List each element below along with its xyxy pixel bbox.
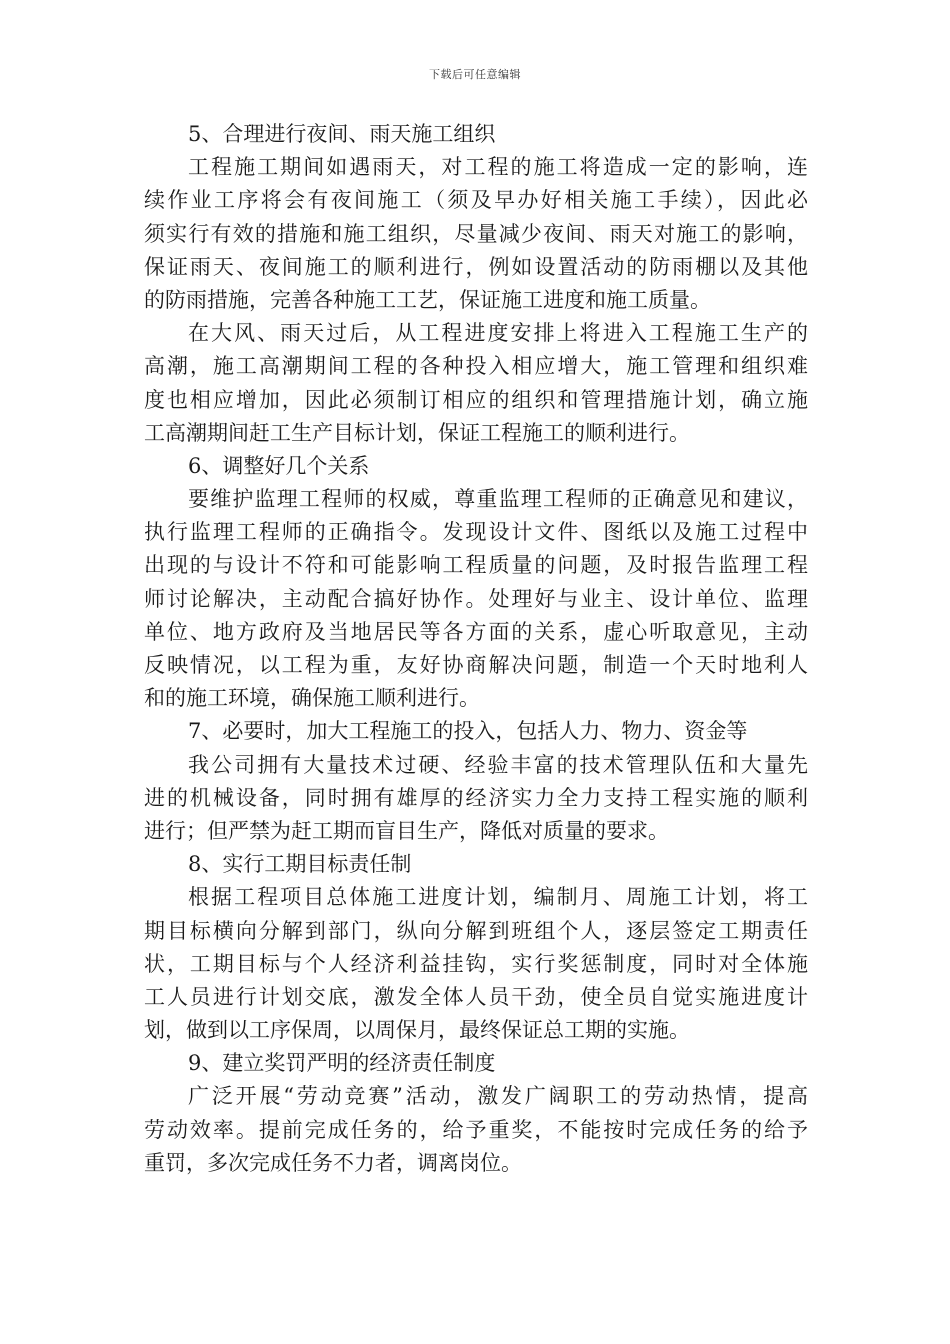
text-line: 6、调整好几个关系 [188, 453, 370, 478]
text-line: 须实行有效的措施和施工组织，尽量减少夜间、雨天对施工的影响， [144, 221, 808, 246]
text-line: 和的施工环境，确保施工顺利进行。 [144, 686, 480, 711]
text-line: 期目标横向分解到部门，纵向分解到班组个人，逐层签定工期责任 [144, 918, 808, 943]
text-line: 续作业工序将会有夜间施工（须及早办好相关施工手续），因此必 [144, 188, 808, 213]
text-line: 根据工程项目总体施工进度计划，编制月、周施工计划，将工 [188, 885, 808, 910]
text-line: 单位、地方政府及当地居民等各方面的关系，虚心听取意见，主动 [144, 619, 808, 644]
text-line: 工程施工期间如遇雨天，对工程的施工将造成一定的影响，连 [188, 155, 808, 180]
text-line: 9、建立奖罚严明的经济责任制度 [188, 1051, 496, 1076]
text-line: 度也相应增加，因此必须制订相应的组织和管理措施计划，确立施 [144, 387, 808, 412]
text-line: 我公司拥有大量技术过硬、经验丰富的技术管理队伍和大量先 [188, 752, 808, 777]
text-line: 的防雨措施，完善各种施工工艺，保证施工进度和施工质量。 [144, 287, 711, 312]
text-line: 划，做到以工序保周，以周保月，最终保证总工期的实施。 [144, 1018, 690, 1043]
text-line: 师讨论解决，主动配合搞好协作。处理好与业主、设计单位、监理 [144, 586, 808, 611]
text-line: 工人员进行计划交底，激发全体人员干劲，使全员自觉实施进度计 [144, 984, 808, 1009]
text-line: 进行；但严禁为赶工期而盲目生产，降低对质量的要求。 [144, 818, 669, 843]
text-line: 进的机械设备，同时拥有雄厚的经济实力全力支持工程实施的顺利 [144, 785, 808, 810]
text-line: 高潮，施工高潮期间工程的各种投入相应增大，施工管理和组织难 [144, 354, 808, 379]
text-line: 广泛开展“劳动竞赛”活动，激发广阔职工的劳动热情，提高 [188, 1084, 808, 1109]
page-header: 下载后可任意编辑 [429, 68, 521, 81]
text-line: 状，工期目标与个人经济利益挂钩，实行奖惩制度，同时对全体施 [144, 951, 808, 976]
text-line: 保证雨天、夜间施工的顺利进行，例如设置活动的防雨棚以及其他 [144, 254, 808, 279]
text-line: 8、实行工期目标责任制 [188, 852, 412, 877]
text-line: 工高潮期间赶工生产目标计划，保证工程施工的顺利进行。 [144, 420, 690, 445]
text-line: 7、必要时，加大工程施工的投入，包括人力、物力、资金等 [188, 719, 748, 744]
text-line: 要维护监理工程师的权威，尊重监理工程师的正确意见和建议， [188, 487, 808, 512]
text-line: 反映情况，以工程为重，友好协商解决问题，制造一个天时地利人 [144, 653, 808, 677]
text-line: 5、合理进行夜间、雨天施工组织 [188, 122, 496, 146]
text-line: 执行监理工程师的正确指令。发现设计文件、图纸以及施工过程中 [144, 520, 808, 545]
text-line: 劳动效率。提前完成任务的，给予重奖，不能按时完成任务的给予 [144, 1117, 808, 1142]
document-body [144, 118, 808, 1180]
text-line: 出现的与设计不符和可能影响工程质量的问题，及时报告监理工程 [144, 553, 808, 578]
text-line: 重罚，多次完成任务不力者，调离岗位。 [144, 1150, 522, 1175]
text-line: 在大风、雨天过后，从工程进度安排上将进入工程施工生产的 [188, 321, 808, 346]
